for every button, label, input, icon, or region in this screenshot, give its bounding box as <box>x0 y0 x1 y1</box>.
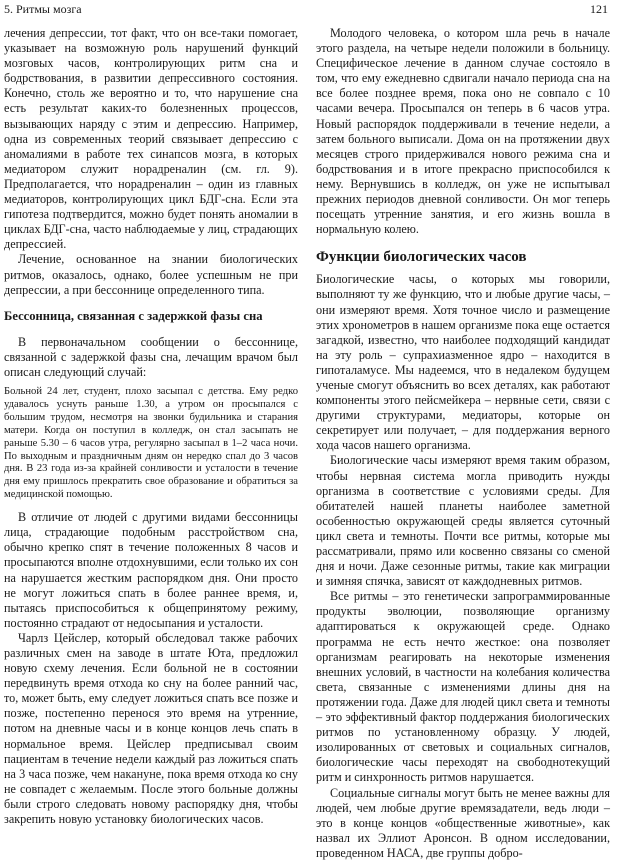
paragraph: Чарлз Цейслер, который обследовал также рабочих различных смен на заводе в штате Юта, предложил новую схему лечения. Если больной не в состоянии передвинуть время отхода ко сну на более ранний час, то, может быть, ему следует ложиться спать все позже и позже, постепенно перенося это время на утренние, потом на дневные часы и в конце концов лечь спать в нормальное время. Цейслер предписывал своим пациентам в течение недели каждый раз ложиться спать на 3 часа позже, чем накануне, пока время отхода ко сну не совпадет с желаемым. После этого больные должны были строго следовать новому распорядку дня, чтобы закрепить новую установку биологических часов. <box>4 630 298 826</box>
right-column <box>316 26 610 861</box>
left-column <box>4 26 298 827</box>
paragraph: лечения депрессии, тот факт, что он все-таки помогает, указывает на возможную роль нарушений функций мозговых часов, контролирующих ритм сна и бодрствования, в развитии депрессивного состояния. Конечно, столь же вероятно и то, что нарушение сна есть результат каких-то болезненных процессов, вызывающих наряду с этим и депрессию. Например, одна из современных теорий связывает депрессию с аномалиями в работе тех синапсов мозга, в которых медиатором служит норадреналин (см. гл. 9). Предполагается, что норадреналин – один из главных медиаторов, контролирующих цикл БДГ-сна. Если эта гипотеза подтвердится, можно будет понять аномалии в циклах БДГ-сна, часто наблюдаемые у лиц, страдающих депрессией. <box>4 26 298 252</box>
paragraph: В первоначальном сообщении о бессоннице, связанной с задержкой фазы сна, лечащим врачом был описан следующий случай: <box>4 334 298 379</box>
paragraph: Все ритмы – это генетически запрограммированные продукты эволюции, позволяющие организму адаптироваться к окружающей среде. Однако программа не есть нечто жесткое: она позволяет организмам реагировать на некоторые изменения внешних условий, в частности на колебания количества света, связанные с изменениями длины дня на протяжении года. Даже для людей цикл света и темноты – это эффективный фактор поддержания биологических ритмов по установленному образцу. У людей, изолированных от световых и социальных сигналов, биологические часы переходят на свободнотекущий ритм и синхронность ритмов нарушается. <box>316 589 610 785</box>
case-description: Больной 24 лет, студент, плохо засыпал с детства. Ему редко удавалось уснуть раньше 1.30, а утром он просыпался с большим трудом, несмотря на звонки будильника и старания матери. Когда он поступил в колледж, он стал засыпать не раньше 5.30 – 6 часов утра, регулярно засыпал в 1–2 часа ночи. По выходным и праздничным дням он нередко спал до 3 часов дня. В 23 года из-за крайней сонливости и усталости в течение дня ему пришлось прекратить свое образование и обратиться за медицинской помощью. <box>4 385 298 501</box>
section-heading: Бессонница, связанная с задержкой фазы сна <box>4 308 263 323</box>
paragraph: Лечение, основанное на знании биологических ритмов, оказалось, однако, более успешным не при депрессии, а при бессоннице определенного типа. <box>4 252 298 297</box>
section-heading: Функции биологических часов <box>316 249 527 266</box>
paragraph: Молодого человека, о котором шла речь в начале этого раздела, на четыре недели положили в больницу. Специфическое лечение в данном случае состояло в том, что ему ежедневно сдвигали начало периода сна на все более позднее время, пока оно не совпало с 10 часами вечера. Просыпался он теперь в 6 часов утра. Новый распорядок поддерживали в течение недели, а затем больного выписали. Дома он на протяжении двух месяцев строго придерживался нового режима сна и бодрствования и в итоге прекрасно приспособился к нему. Вернувшись в колледж, он уже не испытывал прежних периодов дневной сонливости. Он мог теперь посещать утренние занятия, и его жизнь вошла в нормальную колею. <box>316 26 610 237</box>
paragraph: Биологические часы измеряют время таким образом, чтобы нервная система могла приводить нужды организма в соответствие с условиями среды. Для обитателей нашей планеты наиболее заметной особенностью окружающей среды является суточный цикл света и темноты. Почти все ритмы, которые мы рассматривали, прямо или косвенно связаны со сменой дня и ночи. Даже сезонные ритмы, такие как миграции и зимняя спячка, зависят от каждодневных ритмов. <box>316 453 610 589</box>
paragraph: Социальные сигналы могут быть не менее важны для людей, чем любые другие времязадатели, ведь люди – это в конце концов «общественные животные», как назвал их Эллиот Аронсон. В одном исследовании, проведенном НАСА, две группы добро- <box>316 785 610 860</box>
paragraph: В отличие от людей с другими видами бессонницы лица, страдающие подобным расстройством сна, обычно крепко спят в течение положенных 8 часов и просыпаются вполне отдохнувшими, если только их сон на нарушается жестким распорядком дня. Они просто не могут ложиться спать в более раннее время, и, пытаясь приспособиться к общепринятому режиму, постоянно страдают от недосыпания и усталости. <box>4 510 298 630</box>
running-head-chapter: 5. Ритмы мозга <box>4 2 82 16</box>
page-number: 121 <box>590 2 608 16</box>
page-header <box>4 2 616 20</box>
paragraph: Биологические часы, о которых мы говорили, выполняют ту же функцию, что и любые другие часы, – они измеряют время. Хотя точное число и размещение этих хронометров в нашем организме пока еще остается загадкой, известно, что наиболее подходящий кандидат на эту роль – супрахиазменное ядро – находится в гипоталамусе. Мы надеемся, что в недалеком будущем ученые смогут объяснить во всех деталях, как работают компоненты этого пейсмейкера – нервные сети, связи с другими структурами, медиаторы, которые он секретирует или получает, – для поддержания верного хода часов нашего организма. <box>316 272 610 453</box>
